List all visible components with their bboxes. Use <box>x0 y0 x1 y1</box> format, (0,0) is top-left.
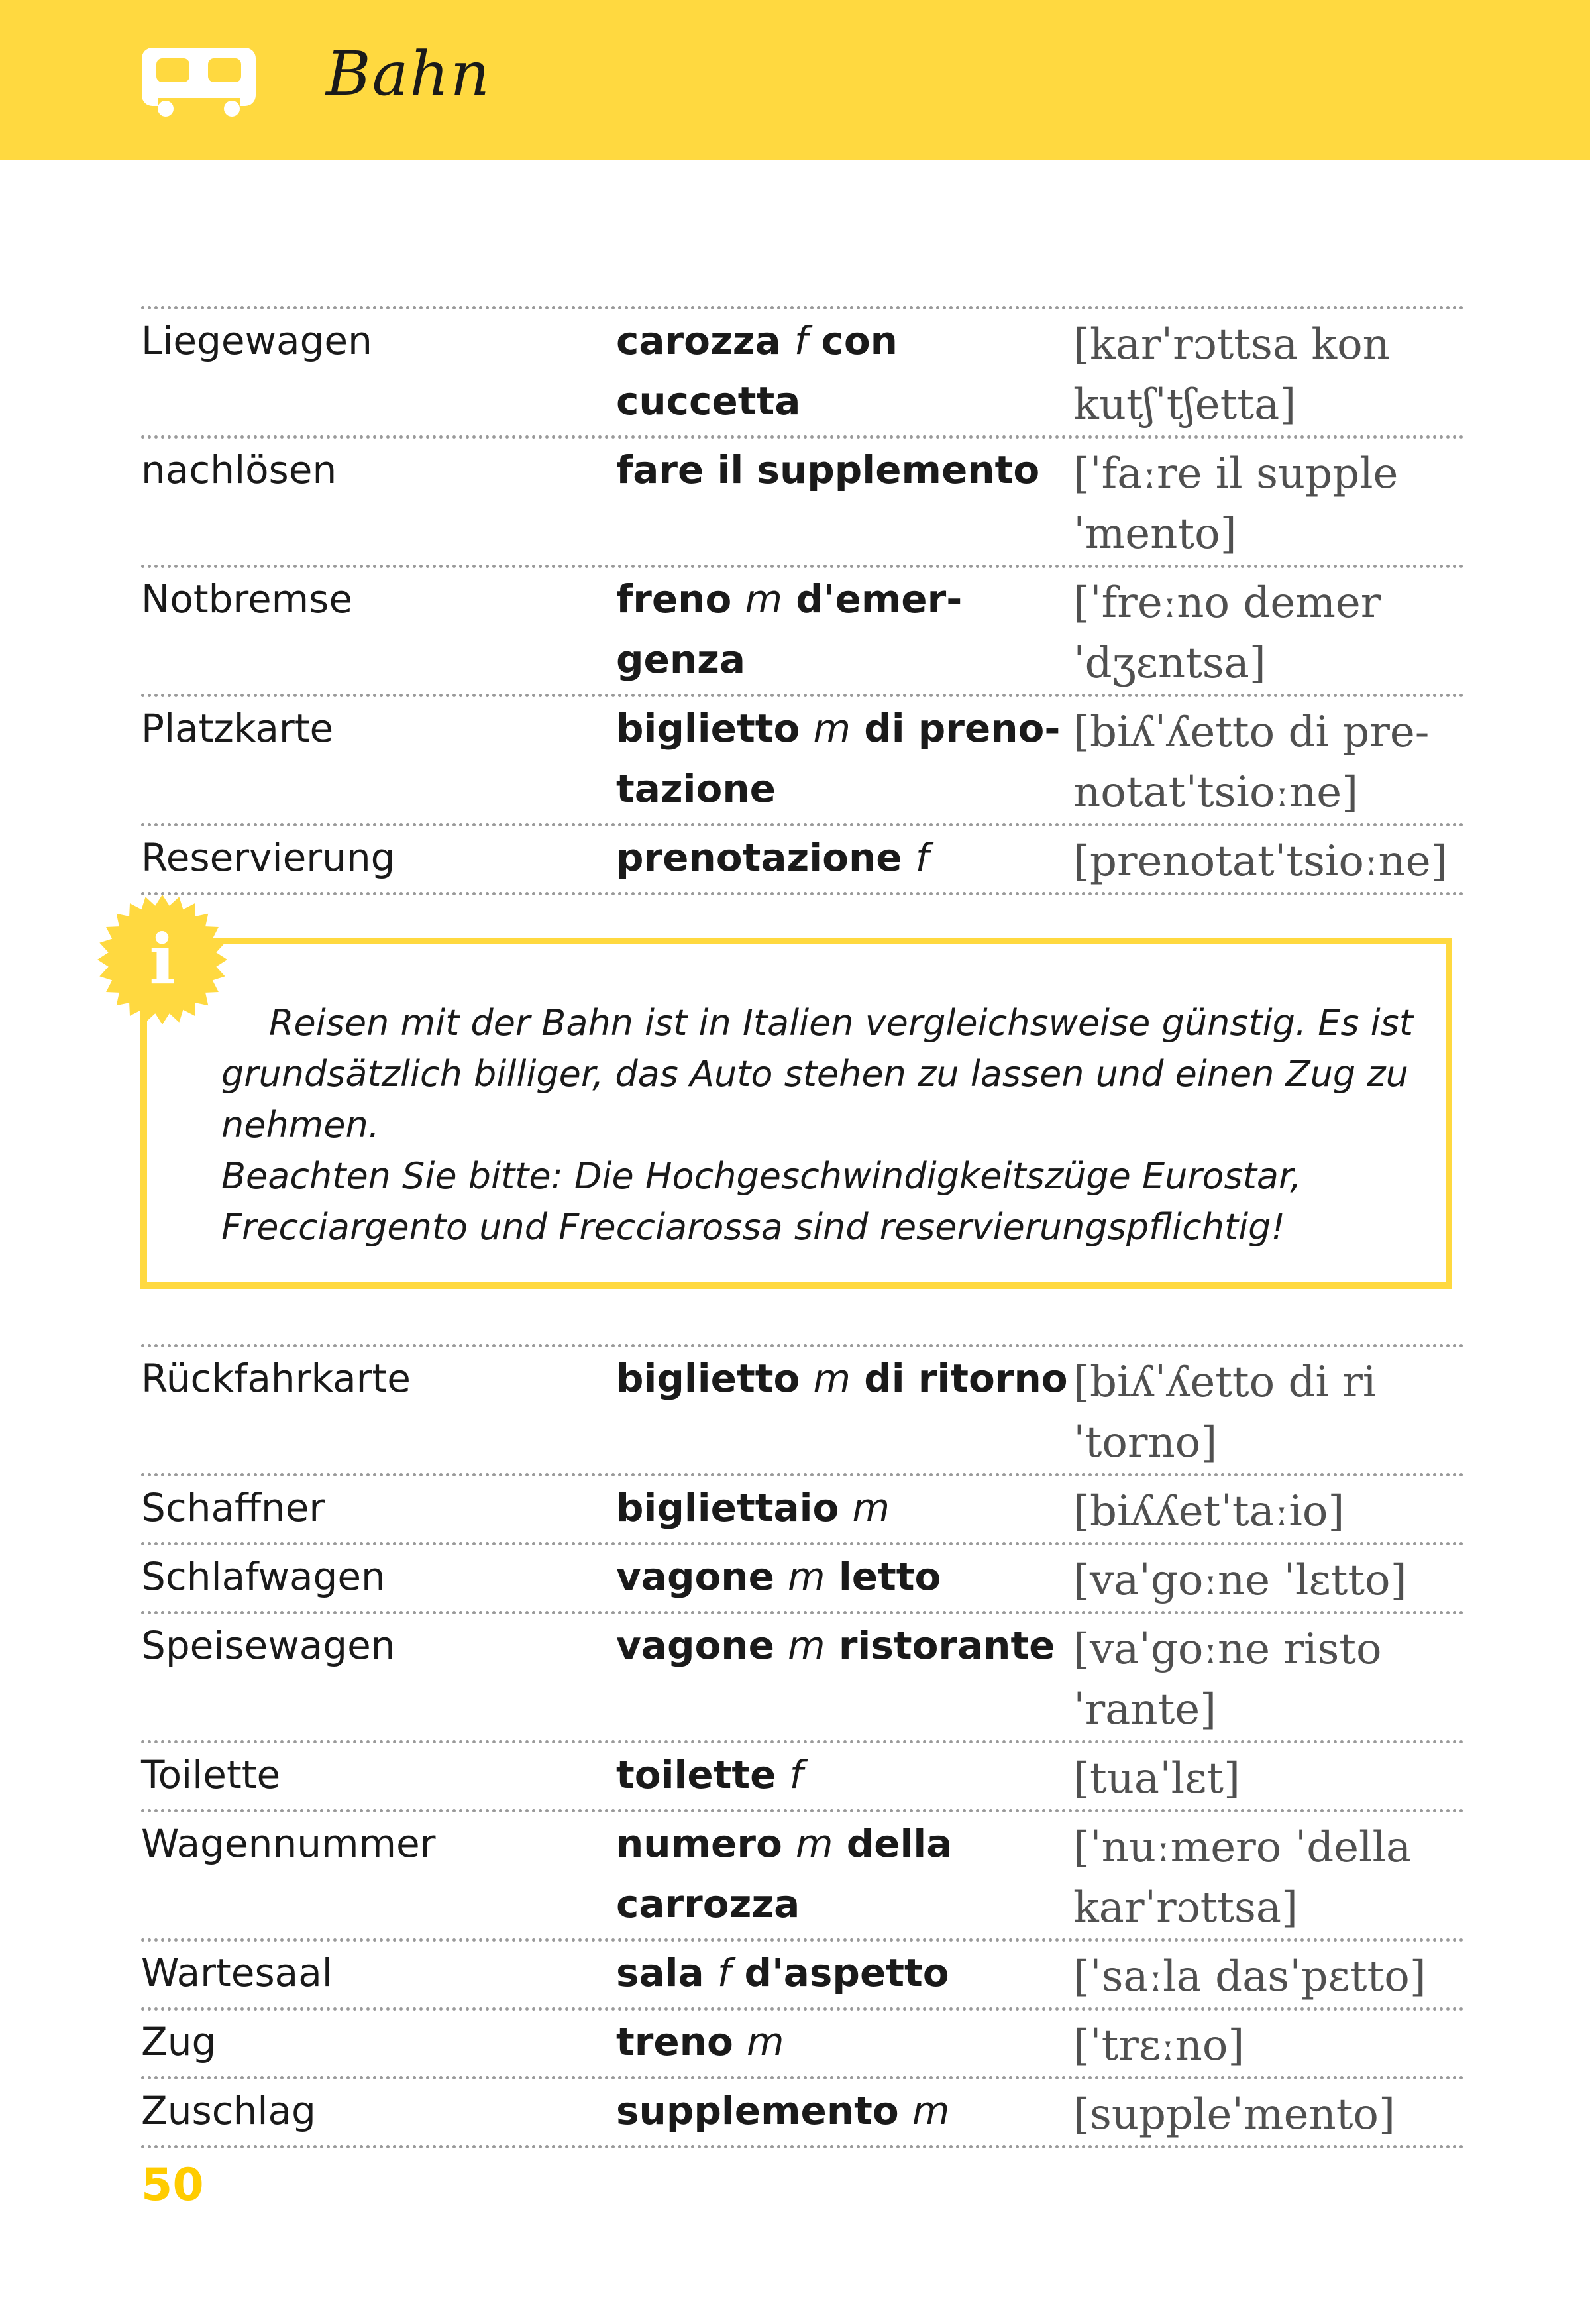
pronunciation: [biʎˈʎetto di riˈtorno] <box>1073 1358 1377 1467</box>
italian-term <box>616 2011 1073 2076</box>
info-badge-letter-wrap <box>96 893 229 1026</box>
gender-marker: m <box>813 706 851 751</box>
german-term: Wartesaal <box>141 1950 333 1995</box>
vocab-row <box>141 568 1464 697</box>
info-badge-letter: i <box>149 918 176 1000</box>
gender-marker: m <box>852 1485 890 1530</box>
page-number: 50 <box>141 2159 204 2211</box>
italian-text: di preno-tazione <box>616 706 1061 811</box>
german-term: Rückfahrkarte <box>141 1356 411 1401</box>
gender-marker: f <box>717 1950 731 1995</box>
italian-text: biglietto <box>616 706 814 751</box>
italian-term <box>616 1476 1073 1542</box>
italian-term <box>616 439 1073 565</box>
gender-marker: m <box>747 2019 784 2064</box>
pronunciation: [ˈnuːmero ˈdella karˈrɔttsa] <box>1073 1823 1412 1932</box>
italian-term <box>616 1743 1073 1809</box>
italian-term <box>616 309 1073 435</box>
pronunciation: [ˈsaːla dasˈpɛtto] <box>1073 1952 1426 2001</box>
vocab-row <box>141 697 1464 826</box>
italian-text: con cuccetta <box>616 318 898 423</box>
pronunciation: [biʎˈʎetto di pre-notatˈtsioːne] <box>1073 708 1430 817</box>
vocab-row <box>141 1347 1464 1476</box>
pronunciation: [vaˈgoːne ˈlɛtto] <box>1073 1556 1407 1605</box>
german-term: Reservierung <box>141 835 396 880</box>
german-term: Notbremse <box>141 577 353 622</box>
train-icon <box>139 45 258 118</box>
italian-text: della carrozza <box>616 1821 953 1926</box>
italian-text: vagone <box>616 1554 788 1599</box>
italian-text: biglietto <box>616 1356 814 1401</box>
gender-marker: m <box>788 1623 825 1668</box>
pronunciation: [vaˈgoːne ristoˈrante] <box>1073 1625 1382 1734</box>
info-paragraph: Beachten Sie bitte: Die Hochgeschwindigkeitszüge Eurostar, Frecciargento und Frecciarossa sind reservierungspflichtig! <box>221 1155 1302 1248</box>
pronunciation: [ˈfaːre il suppleˈmento] <box>1073 449 1399 559</box>
vocab-row <box>141 439 1464 568</box>
vocabulary-list <box>141 306 1464 895</box>
gender-marker: m <box>788 1554 825 1599</box>
vocabulary-list <box>141 1344 1464 2148</box>
italian-term <box>616 1614 1073 1740</box>
vocab-row <box>141 1545 1464 1614</box>
italian-term <box>616 697 1073 823</box>
german-term: Zuschlag <box>141 2088 316 2133</box>
german-term: Wagennummer <box>141 1821 436 1866</box>
vocab-row <box>141 1942 1464 2011</box>
italian-term <box>616 826 1073 892</box>
german-term: Schlafwagen <box>141 1554 386 1599</box>
pronunciation: [suppleˈmento] <box>1073 2090 1395 2139</box>
italian-text: d'emer-genza <box>616 577 963 682</box>
german-term: Toilette <box>141 1752 281 1797</box>
gender-marker: m <box>813 1356 851 1401</box>
gender-marker: m <box>745 577 783 622</box>
italian-term <box>616 2079 1073 2145</box>
italian-text: d'aspetto <box>731 1950 949 1995</box>
italian-term <box>616 1942 1073 2007</box>
info-box <box>140 938 1452 1289</box>
italian-text: fare il supplemento <box>616 447 1040 492</box>
german-term: Platzkarte <box>141 706 334 751</box>
italian-text: numero <box>616 1821 796 1866</box>
italian-text: prenotazione <box>616 835 916 880</box>
chapter-header <box>0 0 1590 160</box>
italian-term <box>616 1347 1073 1473</box>
italian-text: vagone <box>616 1623 788 1668</box>
vocab-row <box>141 1743 1464 1812</box>
vocab-row <box>141 309 1464 439</box>
german-term: Schaffner <box>141 1485 325 1530</box>
vocab-row <box>141 2011 1464 2079</box>
gender-marker: m <box>912 2088 950 2133</box>
pronunciation: [prenotatˈtsioːne] <box>1073 837 1448 886</box>
gender-marker: m <box>796 1821 833 1866</box>
vocab-row <box>141 1476 1464 1545</box>
italian-text: letto <box>825 1554 941 1599</box>
italian-term <box>616 1812 1073 1938</box>
italian-term <box>616 568 1073 694</box>
italian-text: sala <box>616 1950 717 1995</box>
italian-text: toilette <box>616 1752 790 1797</box>
italian-text: bigliettaio <box>616 1485 853 1530</box>
gender-marker: f <box>915 835 929 880</box>
vocab-row <box>141 2079 1464 2148</box>
italian-text: freno <box>616 577 745 622</box>
vocab-row <box>141 1614 1464 1743</box>
vocab-row <box>141 1812 1464 1942</box>
info-paragraph: Reisen mit der Bahn ist in Italien vergleichsweise günstig. Es ist grundsätzlich billiger, das Auto stehen zu lassen und einen Zug zu nehmen. <box>221 1002 1413 1146</box>
pronunciation: [tuaˈlɛt] <box>1073 1754 1240 1803</box>
info-text <box>221 997 1414 1252</box>
german-term: Zug <box>141 2019 217 2064</box>
german-term: Liegewagen <box>141 318 372 363</box>
gender-marker: f <box>794 318 808 363</box>
chapter-title: Bahn <box>326 38 491 109</box>
italian-text: treno <box>616 2019 747 2064</box>
pronunciation: [karˈrɔttsa kon kutʃˈtʃetta] <box>1073 320 1390 429</box>
italian-text: ristorante <box>825 1623 1055 1668</box>
gender-marker: f <box>789 1752 804 1797</box>
italian-text: di ritorno <box>851 1356 1068 1401</box>
italian-text: supplemento <box>616 2088 912 2133</box>
vocab-row <box>141 826 1464 895</box>
pronunciation: [ˈtrɛːno] <box>1073 2021 1245 2070</box>
italian-text: carozza <box>616 318 794 363</box>
pronunciation: [ˈfreːno demerˈdʒɛntsa] <box>1073 579 1381 688</box>
pronunciation: [biʎʎetˈtaːio] <box>1073 1487 1345 1536</box>
italian-term <box>616 1545 1073 1611</box>
german-term: Speisewagen <box>141 1623 396 1668</box>
german-term: nachlösen <box>141 447 337 492</box>
